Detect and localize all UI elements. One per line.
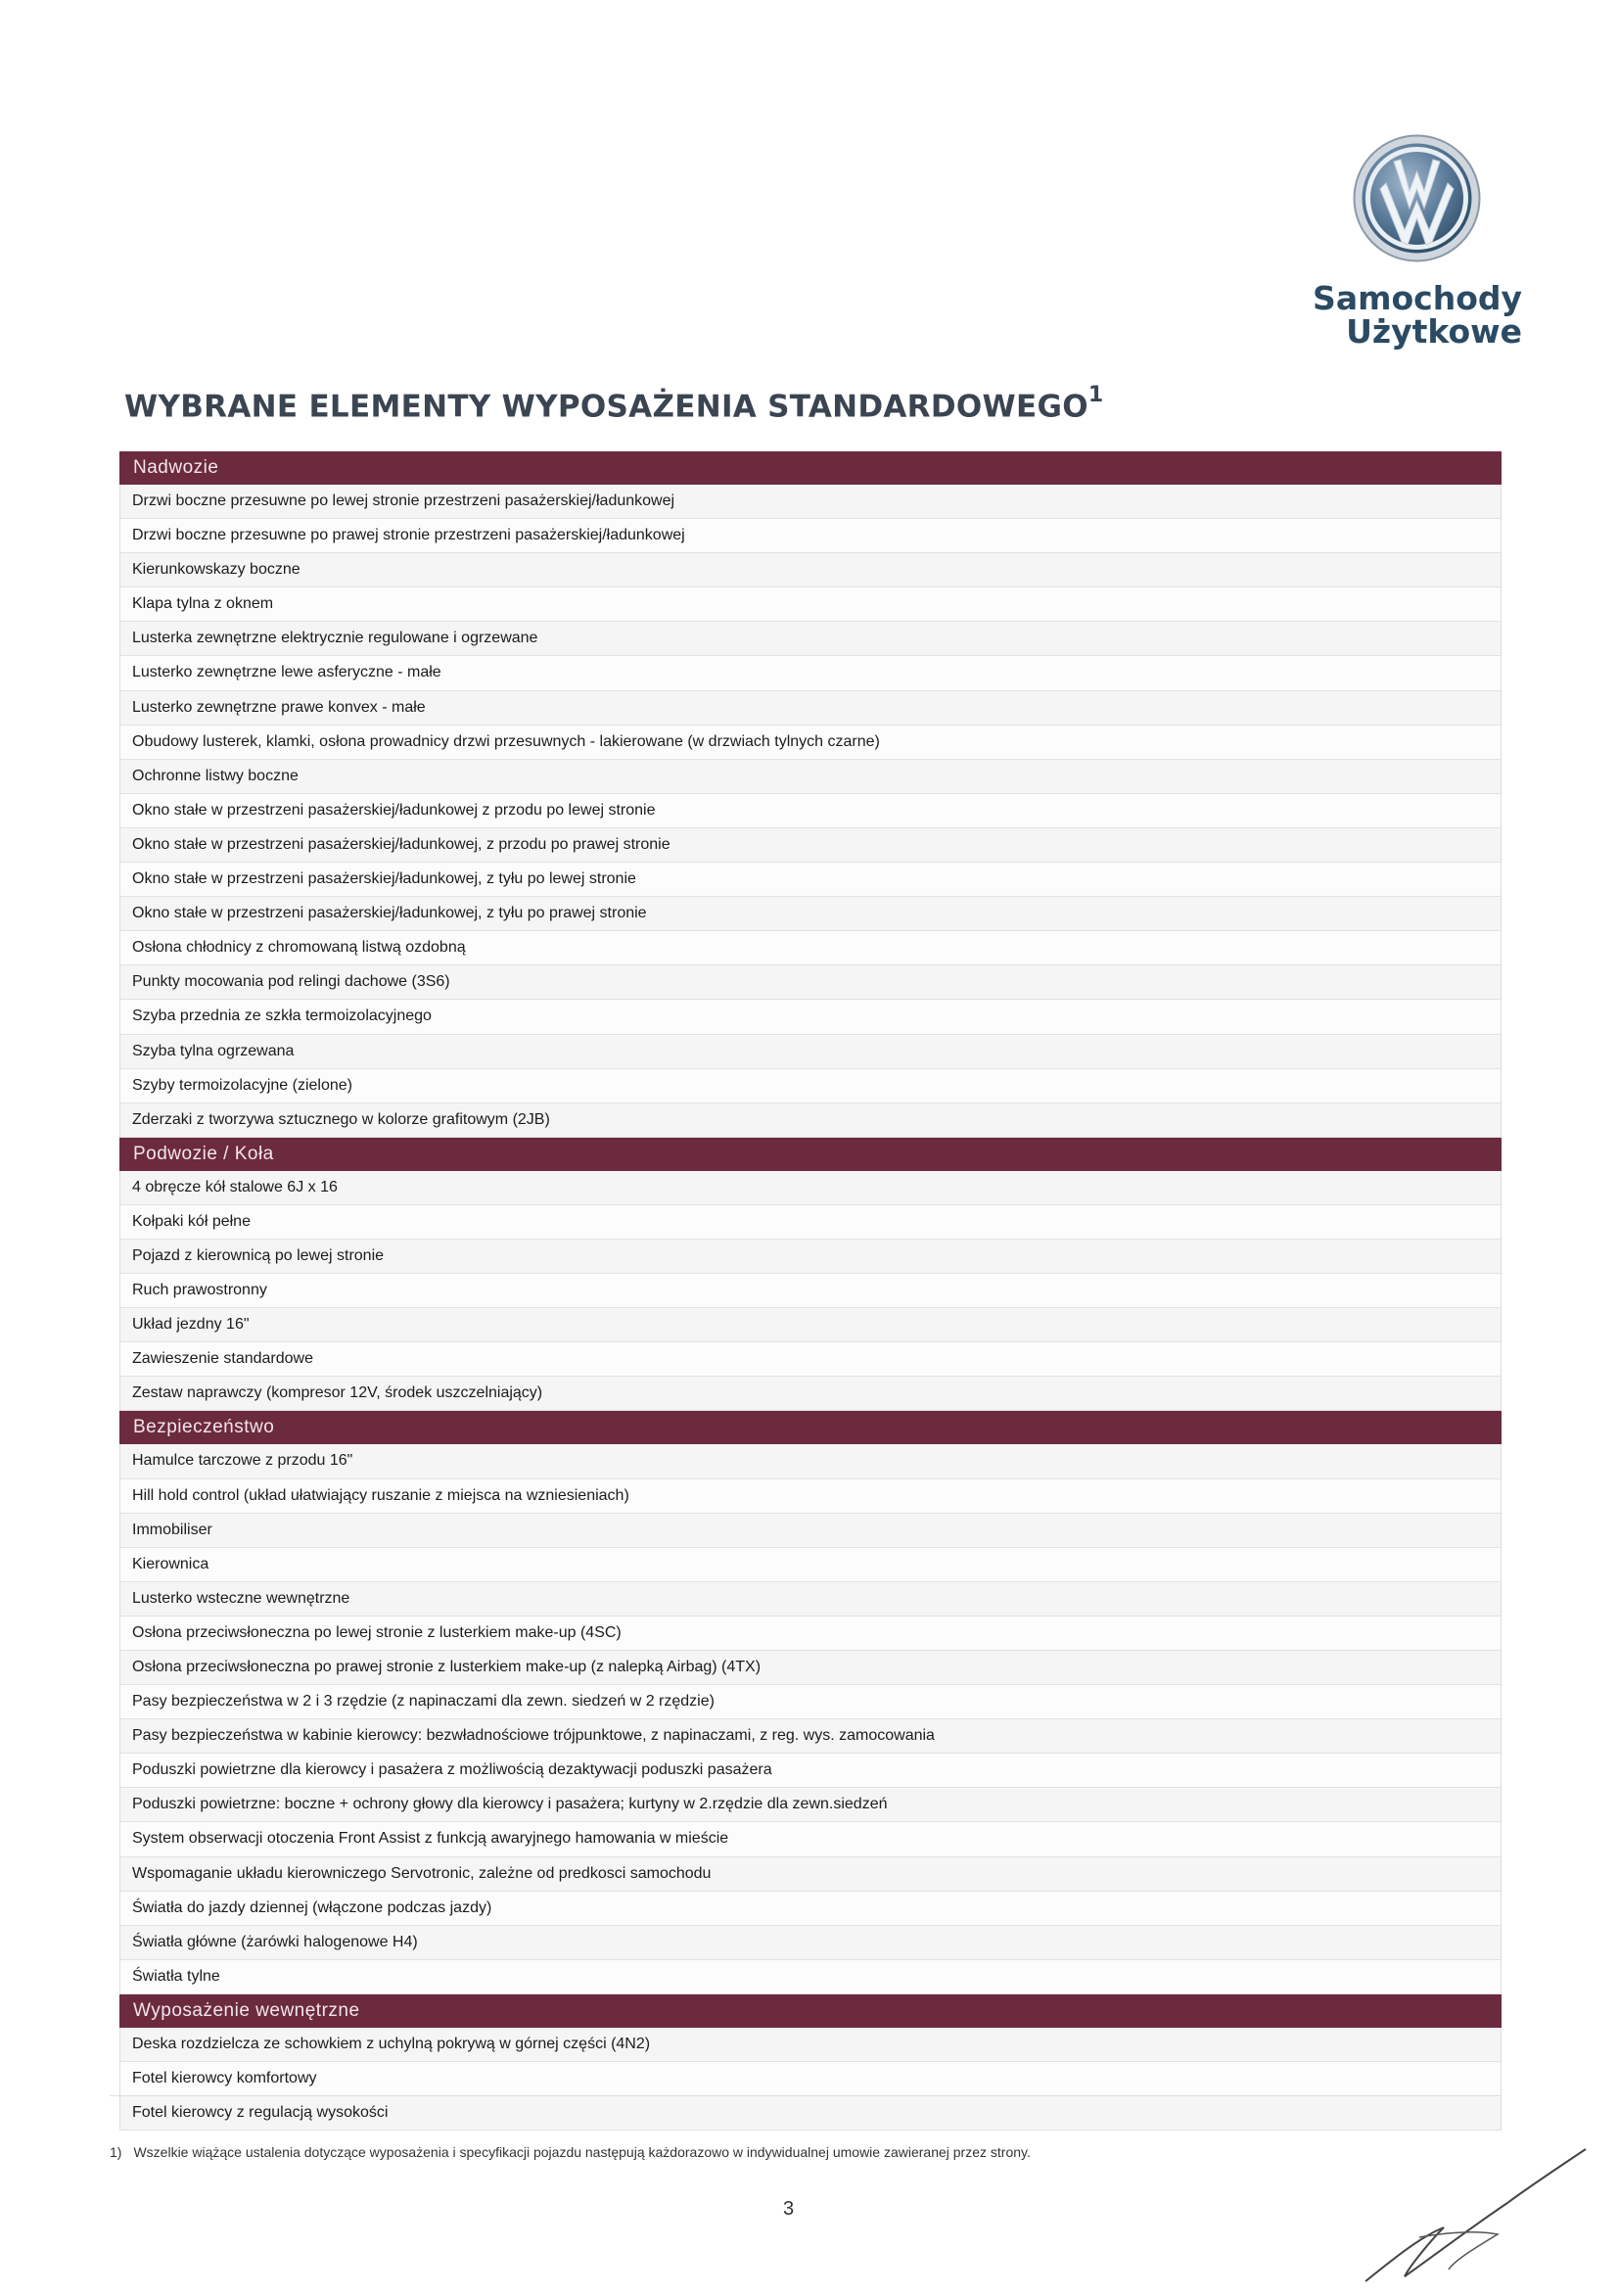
table-row: Poduszki powietrzne dla kierowcy i pasażera z możliwością dezaktywacji poduszki pasażera	[120, 1754, 1501, 1788]
vw-logo	[1351, 132, 1483, 264]
table-row: Hamulce tarczowe z przodu 16"	[120, 1444, 1501, 1478]
table-row: Fotel kierowcy z regulacją wysokości	[120, 2096, 1501, 2131]
table-row: Kołpaki kół pełne	[120, 1205, 1501, 1240]
table-row: Szyby termoizolacyjne (zielone)	[120, 1069, 1501, 1103]
table-row: Światła główne (żarówki halogenowe H4)	[120, 1926, 1501, 1960]
section-header: Nadwozie	[119, 451, 1502, 485]
table-row: Hill hold control (układ ułatwiający ruszanie z miejsca na wzniesieniach)	[120, 1479, 1501, 1514]
page-title-text: WYBRANE ELEMENTY WYPOSAŻENIA STANDARDOWEGO	[124, 389, 1088, 425]
table-row: Ochronne listwy boczne	[120, 760, 1501, 794]
table-row: Okno stałe w przestrzeni pasażerskiej/ładunkowej, z tyłu po lewej stronie	[120, 863, 1501, 897]
footnote	[110, 2144, 1031, 2160]
table-row: System obserwacji otoczenia Front Assist z funkcją awaryjnego hamowania w mieście	[120, 1822, 1501, 1856]
section-header: Podwozie / Koła	[119, 1138, 1502, 1171]
table-row: Lusterko wsteczne wewnętrzne	[120, 1582, 1501, 1617]
table-row: Ruch prawostronny	[120, 1274, 1501, 1308]
table-row: Lusterko zewnętrzne lewe asferyczne - małe	[120, 656, 1501, 690]
title-footnote-mark: 1	[1087, 383, 1104, 407]
table-row: Drzwi boczne przesuwne po lewej stronie przestrzeni pasażerskiej/ładunkowej	[120, 485, 1501, 519]
table-row: Pojazd z kierownicą po lewej stronie	[120, 1240, 1501, 1274]
table-row: Zawieszenie standardowe	[120, 1342, 1501, 1377]
table-row: Punkty mocowania pod relingi dachowe (3S6)	[120, 965, 1501, 1000]
table-row: Drzwi boczne przesuwne po prawej stronie przestrzeni pasażerskiej/ładunkowej	[120, 519, 1501, 553]
table-row: Szyba przednia ze szkła termoizolacyjnego	[120, 1000, 1501, 1034]
table-row: Światła do jazdy dziennej (włączone podczas jazdy)	[120, 1892, 1501, 1926]
table-row: Układ jezdny 16"	[120, 1308, 1501, 1342]
table-row: Fotel kierowcy komfortowy	[120, 2062, 1501, 2096]
table-row: Poduszki powietrzne: boczne + ochrony głowy dla kierowcy i pasażera; kurtyny w 2.rzędzie dla zewn.siedzeń	[120, 1788, 1501, 1822]
table-row: Pasy bezpieczeństwa w 2 i 3 rzędzie (z napinaczami dla zewn. siedzeń w 2 rzędzie)	[120, 1685, 1501, 1719]
footnote-text: Wszelkie wiążące ustalenia dotyczące wyposażenia i specyfikacji pojazdu następują każdorazowo w indywidualnej umowie zawieranej przez strony.	[133, 2144, 1031, 2160]
table-row: Okno stałe w przestrzeni pasażerskiej/ładunkowej, z tyłu po prawej stronie	[120, 897, 1501, 931]
table-row: 4 obręcze kół stalowe 6J x 16	[120, 1171, 1501, 1205]
section-rows	[119, 1444, 1502, 1994]
table-row: Obudowy lusterek, klamki, osłona prowadnicy drzwi przesuwnych - lakierowane (w drzwiach tylnych czarne)	[120, 726, 1501, 760]
signature-image	[1361, 2144, 1595, 2291]
table-row: Zderzaki z tworzywa sztucznego w kolorze grafitowym (2JB)	[120, 1103, 1501, 1138]
table-row: Zestaw naprawczy (kompresor 12V, środek uszczelniający)	[120, 1377, 1501, 1411]
page-number: 3	[783, 2198, 795, 2220]
table-row: Immobiliser	[120, 1514, 1501, 1548]
page-title	[124, 383, 1104, 425]
brand-name	[1272, 279, 1522, 351]
table-row: Szyba tylna ogrzewana	[120, 1035, 1501, 1069]
table-row: Lusterko zewnętrzne prawe konvex - małe	[120, 691, 1501, 726]
brand-line-1: Samochody	[1313, 279, 1522, 317]
equipment-table	[119, 451, 1502, 2131]
table-row: Deska rozdzielcza ze schowkiem z uchylną pokrywą w górnej części (4N2)	[120, 2028, 1501, 2062]
table-row: Kierownica	[120, 1548, 1501, 1582]
table-row: Światła tylne	[120, 1960, 1501, 1994]
footnote-mark: 1)	[110, 2144, 122, 2160]
table-row: Kierunkowskazy boczne	[120, 553, 1501, 587]
section-rows	[119, 2028, 1502, 2131]
table-row: Wspomaganie układu kierowniczego Servotronic, zależne od predkosci samochodu	[120, 1857, 1501, 1892]
table-row: Lusterka zewnętrzne elektrycznie regulowane i ogrzewane	[120, 622, 1501, 656]
section-header: Wyposażenie wewnętrzne	[119, 1994, 1502, 2028]
brand-line-2: Użytkowe	[1346, 312, 1522, 351]
table-row: Okno stałe w przestrzeni pasażerskiej/ładunkowej z przodu po lewej stronie	[120, 794, 1501, 828]
section-rows	[119, 1171, 1502, 1412]
section-rows	[119, 485, 1502, 1138]
table-row: Okno stałe w przestrzeni pasażerskiej/ładunkowej, z przodu po prawej stronie	[120, 828, 1501, 863]
table-row: Pasy bezpieczeństwa w kabinie kierowcy: bezwładnościowe trójpunktowe, z napinaczami, z reg. wys. zamocowania	[120, 1719, 1501, 1754]
table-row: Klapa tylna z oknem	[120, 587, 1501, 622]
section-header: Bezpieczeństwo	[119, 1411, 1502, 1444]
table-row: Osłona przeciwsłoneczna po prawej stronie z lusterkiem make-up (z nalepką Airbag) (4TX)	[120, 1651, 1501, 1685]
divider	[110, 2095, 1500, 2096]
table-row: Osłona chłodnicy z chromowaną listwą ozdobną	[120, 931, 1501, 965]
table-row: Osłona przeciwsłoneczna po lewej stronie z lusterkiem make-up (4SC)	[120, 1617, 1501, 1651]
